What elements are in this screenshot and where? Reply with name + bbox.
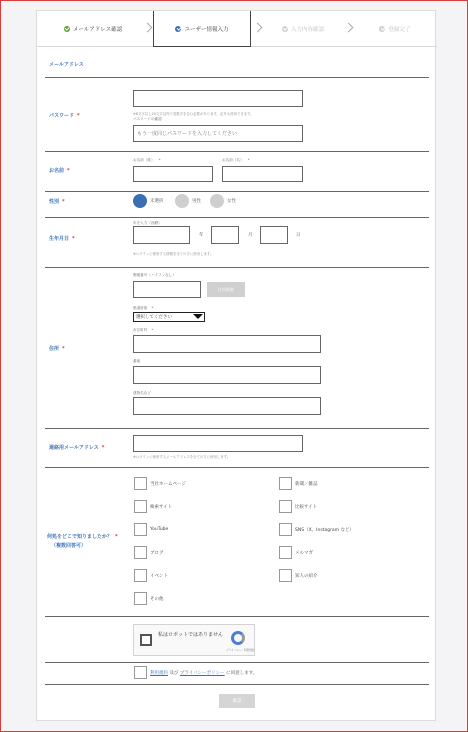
recaptcha-logo-icon bbox=[231, 631, 245, 645]
address-label: 住所 * bbox=[49, 346, 65, 352]
divider bbox=[45, 191, 429, 192]
contact-email-label: 連絡用メールアドレス * bbox=[49, 445, 105, 451]
agreement-checkbox[interactable] bbox=[134, 666, 147, 679]
checkbox-blog[interactable] bbox=[134, 546, 147, 559]
checkbox-label: SNS（X、Instagram など） bbox=[295, 528, 354, 533]
step-label: 登録完了 bbox=[388, 27, 411, 33]
prefecture-label: 都道府県 * bbox=[133, 306, 154, 310]
registration-card bbox=[36, 10, 436, 721]
zip-label: 郵便番号（ハイフンなし） bbox=[133, 273, 176, 277]
checkbox-label: メルマガ bbox=[295, 551, 313, 556]
address-search-button[interactable]: 住所検索 bbox=[207, 282, 245, 297]
step-user-info bbox=[153, 11, 251, 47]
divider bbox=[45, 428, 429, 429]
divider bbox=[45, 267, 429, 268]
zip-input[interactable] bbox=[133, 281, 201, 298]
day-unit: 日 bbox=[296, 233, 301, 238]
radio-icon bbox=[133, 194, 147, 208]
birth-month-input[interactable] bbox=[211, 226, 239, 244]
recaptcha-checkbox[interactable] bbox=[140, 634, 152, 646]
checkbox-search-site[interactable] bbox=[134, 500, 147, 513]
divider bbox=[45, 467, 429, 468]
street-label: 番地 bbox=[133, 359, 141, 363]
checkbox-newspaper[interactable] bbox=[279, 477, 292, 490]
radio-icon bbox=[210, 194, 224, 208]
password-confirm-input[interactable]: もう一度同じパスワードを入力してください bbox=[133, 125, 303, 142]
password-input[interactable] bbox=[133, 90, 303, 107]
divider bbox=[45, 151, 429, 152]
checkbox-other[interactable] bbox=[134, 592, 147, 605]
checkbox-company-site[interactable] bbox=[134, 477, 147, 490]
email-label: メールアドレス bbox=[49, 62, 84, 68]
source-sub-label: （複数回答可） bbox=[51, 543, 87, 549]
password-hint: ※8文字以上20文字以内で英数字を含む必要があります。記号も使用できます。 bbox=[133, 112, 254, 116]
birth-day-input[interactable] bbox=[260, 226, 288, 244]
name-label: お名前 * bbox=[49, 168, 70, 174]
checkbox-label: 知人の紹介 bbox=[295, 574, 318, 579]
recaptcha-sub: プライバシー・利用規約 bbox=[226, 649, 255, 652]
divider bbox=[45, 77, 429, 78]
prefecture-select[interactable]: 選択してください bbox=[133, 312, 205, 322]
chevron-right-icon bbox=[344, 23, 354, 33]
year-unit: 年 bbox=[199, 233, 204, 238]
checkbox-label: イベント bbox=[150, 574, 168, 579]
checkbox-youtube[interactable] bbox=[134, 523, 147, 536]
checkbox-label: 新聞／雑誌 bbox=[295, 482, 318, 487]
birth-year-input[interactable] bbox=[133, 226, 190, 244]
checkbox-label: ブログ bbox=[150, 551, 164, 556]
divider bbox=[45, 616, 429, 617]
step-label: メールアドレス確認 bbox=[72, 27, 123, 33]
checkbox-label: 検索サイト bbox=[150, 505, 173, 510]
last-name-label: お名前（姓） * bbox=[133, 158, 161, 162]
step-complete bbox=[353, 11, 437, 47]
checkbox-sns[interactable] bbox=[279, 523, 292, 536]
divider bbox=[45, 662, 429, 663]
contact-email-hint: ※ログインに使用するメールアドレスを全ての方に使用します。 bbox=[133, 455, 231, 459]
checkbox-label: 比較サイト bbox=[295, 505, 318, 510]
checkbox-label: YouTube bbox=[150, 527, 169, 532]
confirm-button[interactable]: 確認 bbox=[219, 694, 255, 708]
password-confirm-label: パスワードの確認 bbox=[133, 117, 162, 121]
recaptcha-widget bbox=[133, 624, 255, 656]
birthday-hint: ※ログインに使用する情報を全ての方に使用します。 bbox=[133, 252, 214, 256]
gender-option-female[interactable]: 女性 bbox=[210, 194, 236, 208]
checkbox-referral[interactable] bbox=[279, 569, 292, 582]
password-label: パスワード * bbox=[49, 113, 80, 119]
step-label: 入力内容確認 bbox=[290, 27, 324, 33]
checkbox-event[interactable] bbox=[134, 569, 147, 582]
first-name-input[interactable] bbox=[222, 166, 303, 182]
check-icon bbox=[64, 26, 70, 32]
checkbox-comparison-site[interactable] bbox=[279, 500, 292, 513]
month-unit: 月 bbox=[248, 233, 253, 238]
check-icon bbox=[282, 26, 288, 32]
progress-steps bbox=[37, 11, 437, 47]
divider bbox=[45, 684, 429, 685]
divider bbox=[45, 217, 429, 218]
step-review bbox=[263, 11, 343, 47]
gender-option-unselected[interactable]: 未選択 bbox=[133, 194, 164, 208]
first-name-label: お名前（名） * bbox=[222, 158, 250, 162]
checkbox-label: 当社ホームページ bbox=[150, 482, 186, 487]
step-email-confirm bbox=[37, 11, 149, 47]
city-input[interactable] bbox=[133, 335, 321, 353]
birth-year-label: 年を入力（西暦） bbox=[133, 221, 162, 225]
agreement-text: 利用規約 及び プライバシーポリシー に同意します。 bbox=[150, 671, 258, 676]
contact-email-input[interactable] bbox=[133, 435, 303, 452]
check-icon bbox=[379, 26, 385, 32]
check-icon bbox=[175, 26, 181, 32]
radio-icon bbox=[175, 194, 189, 208]
recaptcha-text: 私はロボットではありません bbox=[158, 632, 224, 638]
checkbox-newsletter[interactable] bbox=[279, 546, 292, 559]
chevron-down-icon bbox=[193, 314, 203, 319]
gender-label: 性別 * bbox=[49, 199, 65, 205]
step-label: ユーザー情報入力 bbox=[184, 26, 229, 33]
terms-link[interactable]: 利用規約 bbox=[150, 671, 168, 676]
birthday-label: 生年月日 * bbox=[49, 236, 75, 242]
last-name-input[interactable] bbox=[133, 166, 213, 182]
checkbox-label: その他 bbox=[150, 597, 164, 602]
building-label: 建物名など bbox=[133, 391, 151, 395]
city-label: 市区町村 * bbox=[133, 328, 154, 332]
street-input[interactable] bbox=[133, 366, 321, 384]
gender-option-male[interactable]: 男性 bbox=[175, 194, 201, 208]
privacy-link[interactable]: プライバシーポリシー bbox=[179, 671, 225, 676]
building-input[interactable] bbox=[133, 397, 321, 415]
source-label: 何処をどこで知りましたか？ * bbox=[47, 534, 118, 540]
chevron-right-icon bbox=[253, 23, 263, 33]
